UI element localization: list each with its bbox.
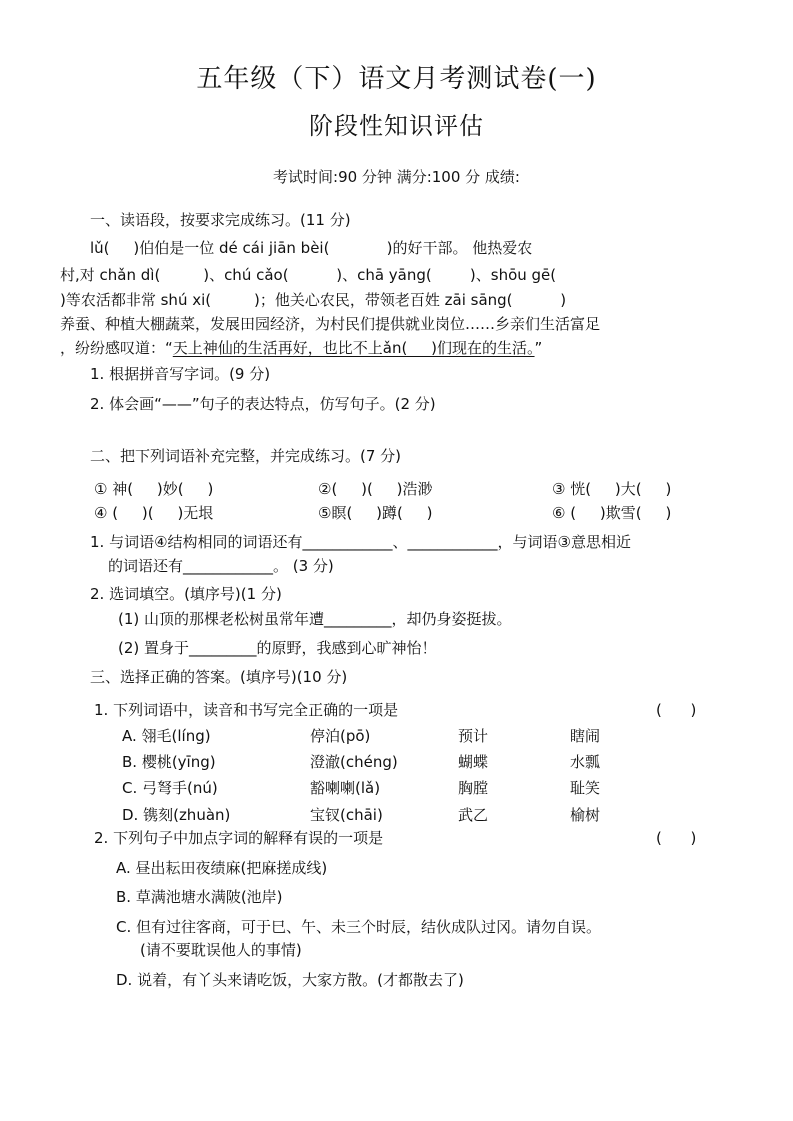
section-1-line: )等农活都非常 shú xi( )；他关心农民，带领老百姓 zāi sāng( ) <box>60 291 567 309</box>
option-d-label: D. 镌刻(zhuàn) <box>122 806 231 824</box>
quote-open: ，纷纷感叹道：“ <box>60 339 173 357</box>
word-item-4: ④ ( )( )无垠 <box>94 504 214 522</box>
option-c: C. 但有过往客商，可于巳、午、未三个时辰，结伙成队过冈。请勿自误。 <box>116 918 602 936</box>
option-d-word-3: 武乙 <box>458 806 489 824</box>
option-a: A. 昼出耘田夜绩麻(把麻搓成线) <box>116 859 328 877</box>
option-b: B. 草满池塘水满陂(池岸) <box>116 888 283 906</box>
option-d: D. 说着，有丫头来请吃饭，大家方散。(才都散去了) <box>116 971 464 989</box>
section-3-question-2: 2. 下列句子中加点字词的解释有误的一项是 <box>94 829 384 847</box>
word-item-6: ⑥ ( )欺雪( ) <box>552 504 672 522</box>
option-b-word-3: 蝴蝶 <box>458 753 489 771</box>
word-item-1: ① 神( )妙( ) <box>94 480 214 498</box>
option-c-note: (请不要耽误他人的事情) <box>140 941 302 959</box>
option-c-word-2: 豁喇喇(lǎ) <box>310 779 381 797</box>
word-item-5: ⑤瞑( )蹲( ) <box>318 504 433 522</box>
section-1-question-1: 1. 根据拼音写字词。(9 分) <box>90 365 271 383</box>
section-3-heading: 三、选择正确的答案。(填序号)(10 分) <box>90 668 348 686</box>
section-1-line: 村,对 chǎn dì( )、chú cǎo( )、chā yāng( )、shōu gē( <box>60 266 557 284</box>
section-2-question-2: 2. 选词填空。(填序号)(1 分) <box>90 585 282 603</box>
option-b-word-2: 澄澈(chéng) <box>310 753 398 771</box>
option-c-label: C. 弓弩手(nú) <box>122 779 218 797</box>
option-d-word-2: 宝钗(chāi) <box>310 806 383 824</box>
option-a-word-3: 预计 <box>458 727 489 745</box>
exam-meta: 考试时间:90 分钟 满分:100 分 成绩: <box>273 168 520 186</box>
answer-paren: ( ) <box>656 829 697 847</box>
underlined-quote: 天上神仙的生活再好，也比不上ǎn( )们现在的生活。 <box>172 339 535 357</box>
option-c-word-3: 胸膛 <box>458 779 489 797</box>
option-a-word-2: 停泊(pō) <box>310 727 371 745</box>
answer-paren: ( ) <box>656 701 697 719</box>
section-1-question-2: 2. 体会画“——”句子的表达特点，仿写句子。(2 分) <box>90 395 436 413</box>
section-1-line: 养蚕、种植大棚蔬菜，发展田园经济，为村民们提供就业岗位……乡亲们生活富足 <box>60 315 601 333</box>
option-d-word-4: 榆树 <box>570 806 601 824</box>
section-2-question-2-2: (2) 置身于_________的原野，我感到心旷神怡！ <box>118 639 437 657</box>
section-1-line: lǔ( )伯伯是一位 dé cái jiān bèi( )的好干部。 他热爱农 <box>90 239 533 257</box>
section-1-quote-line <box>60 338 542 358</box>
section-2-question-2-1: (1) 山顶的那棵老松树虽常年遭_________，却仍身姿挺拔。 <box>118 610 512 628</box>
word-item-3: ③ 恍( )大( ) <box>552 480 672 498</box>
option-a-label: A. 翎毛(líng) <box>122 727 211 745</box>
section-2-question-1-cont: 的词语还有____________。 (3 分) <box>108 557 334 575</box>
word-item-2: ②( )( )浩渺 <box>318 480 433 498</box>
page-subtitle: 阶段性知识评估 <box>309 112 484 140</box>
option-a-word-4: 瞎闹 <box>570 727 601 745</box>
quote-close: ” <box>534 339 543 357</box>
section-2-heading: 二、把下列词语补充完整，并完成练习。(7 分) <box>90 447 402 465</box>
option-b-label: B. 樱桃(yīng) <box>122 753 216 771</box>
page-title: 五年级（下）语文月考测试卷(一) <box>196 64 597 94</box>
option-b-word-4: 水瓢 <box>570 753 601 771</box>
section-1-heading: 一、读语段，按要求完成练习。(11 分) <box>90 211 351 229</box>
section-2-question-1: 1. 与词语④结构相同的词语还有____________、____________，与词语③意思相近 <box>90 533 631 551</box>
section-3-question-1: 1. 下列词语中，读音和书写完全正确的一项是 <box>94 701 399 719</box>
option-c-word-4: 耻笑 <box>570 779 601 797</box>
